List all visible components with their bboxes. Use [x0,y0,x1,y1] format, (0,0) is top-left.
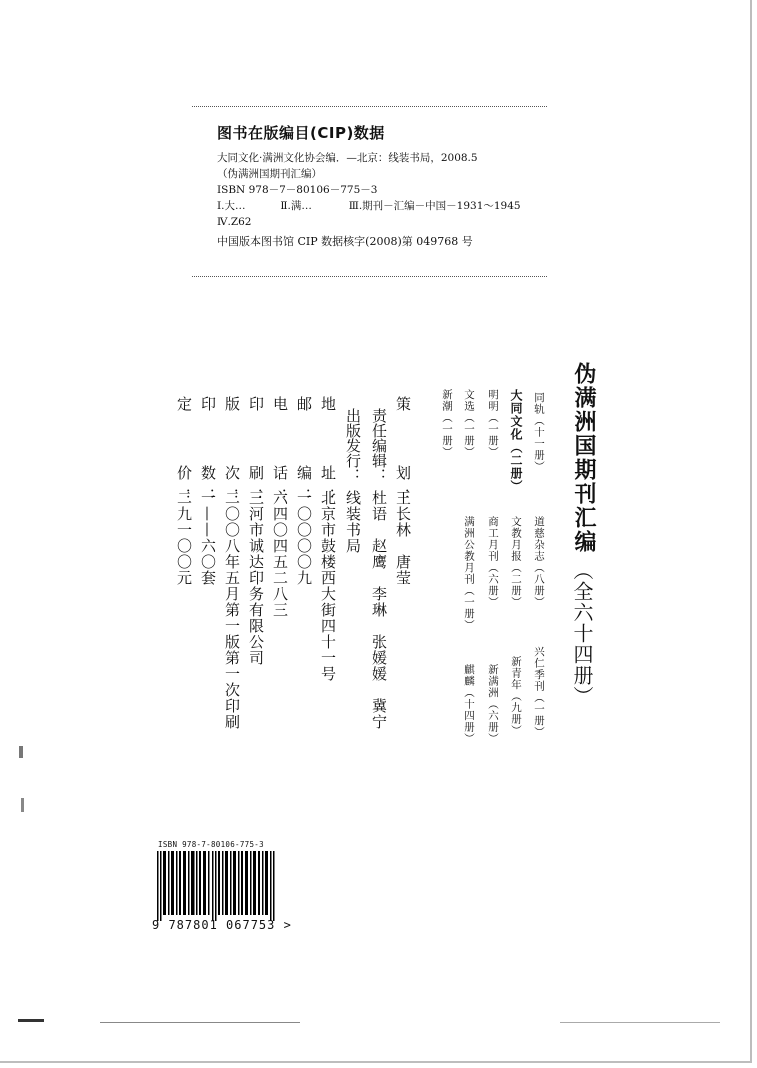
series-col-1-item-2: 道慈杂志（八册） [533,516,545,608]
cip-class-1: Ⅰ.大… [217,200,246,212]
series-col-4-item-2: 满洲公教月刊（一册） [463,516,475,631]
credit-value-edition: 二〇〇八年五月第一版第一次印刷 [223,490,241,730]
credit-label-editors: 责任编辑： [370,408,388,483]
credit-value-print-run: 一——六〇套 [199,490,217,586]
barcode-isbn-text: ISBN 978-7-80106-775-3 [158,840,264,849]
series-col-3-item-3: 新满洲（六册） [487,664,499,745]
scan-mark-bottom-line [100,1022,300,1023]
series-col-2-item-2: 文教月报（二册） [510,516,522,608]
credit-label-planning: 策 划： [394,396,412,511]
cip-line-series: （伪满洲国期刊汇编） [217,168,322,180]
barcode-digits: 9 787801 067753 > [152,918,292,932]
cip-line-title: 大同文化·满洲文化协会编．—北京：线装书局，2008.5 [217,152,478,164]
credit-label-postcode: 邮 编： [295,396,313,511]
series-col-1-item-1: 同轨（十一册） [533,392,545,473]
cip-line-isbn: ISBN 978－7－80106－775－3 [217,184,378,196]
cip-bottom-rule [192,276,547,277]
cip-class-3: Ⅲ.期刊－汇编－中国－1931～1945 [348,200,521,212]
credit-value-publisher: 线装书局 [344,490,362,554]
cip-top-rule [192,106,547,107]
credit-value-postcode: 一〇〇〇〇九 [295,490,313,586]
cip-class-2: Ⅱ.满… [280,200,312,212]
cip-title: 图书在版编目(CIP)数据 [217,124,385,142]
scan-mark-bottom-right [560,1022,720,1023]
series-col-2-item-1: 大同文化（二册） [509,389,523,493]
cip-line-classification [217,198,547,214]
credit-label-price: 定 价： [175,396,193,511]
series-col-4-item-3: 麒麟（十四册） [463,664,475,745]
scan-mark-bottom-left [18,1019,44,1022]
series-volume-count: （全六十四册） [570,560,594,707]
credit-value-price: 二九一〇〇元 [175,490,193,586]
series-col-4-item-1: 文选（一册） [463,389,475,458]
series-col-2-item-3: 新青年（九册） [510,656,522,737]
credit-label-phone: 电 话： [271,396,289,511]
cip-line-check: 中国版本图书馆 CIP 数据核字(2008)第 049768 号 [217,235,473,248]
isbn-barcode [157,851,279,921]
credit-value-editors: 杜语 赵鹰 李琳 张媛媛 冀宁 [370,490,388,730]
series-col-5-item-1: 新潮（一册） [441,389,453,458]
credit-label-edition: 版 次： [223,396,241,511]
series-col-3-item-1: 明明（一册） [487,389,499,458]
credit-label-printer: 印 刷： [247,396,265,511]
cip-block [217,122,547,250]
credit-label-publisher: 出版发行： [344,408,362,483]
credit-label-print-run: 印 数： [199,396,217,511]
series-col-1-item-3: 兴仁季刊（一册） [533,646,545,738]
credit-value-printer: 三河市诚达印务有限公司 [247,490,265,666]
scan-mark-left-2 [21,798,24,812]
scan-mark-left-1 [19,746,23,758]
credit-value-planning: 王长林 唐莹 [394,490,412,586]
series-col-3-item-2: 商工月刊（六册） [487,516,499,608]
cip-line-z62: Ⅳ.Z62 [217,216,252,228]
series-title: 伪满洲国期刊汇编 [571,362,596,554]
credit-value-phone: 六四〇四五二八三 [271,490,289,618]
credit-value-address: 北京市鼓楼西大街四十一号 [319,490,337,682]
credit-label-address: 地 址： [319,396,337,511]
